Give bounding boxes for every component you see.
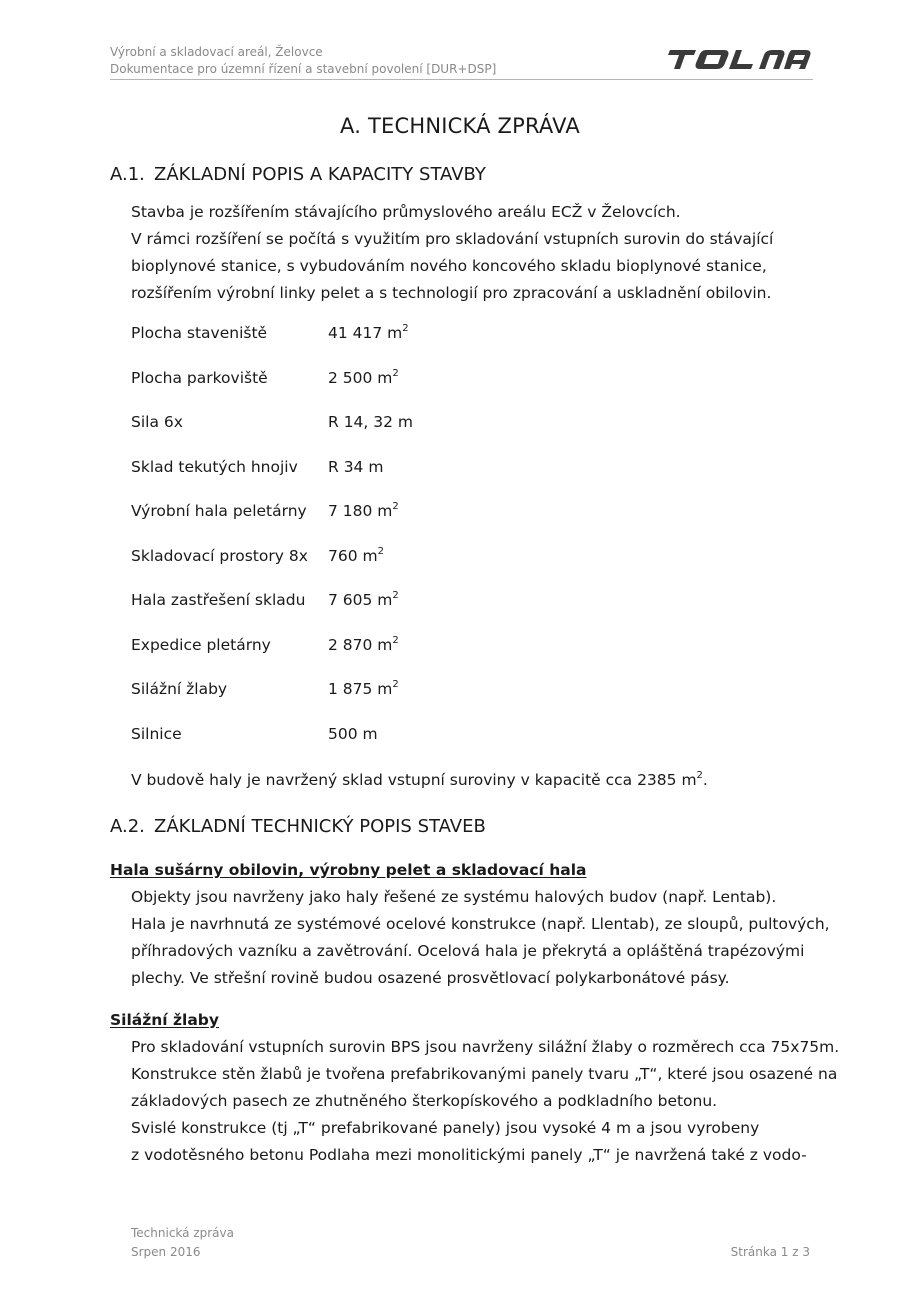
storage-capacity-note: V budově haly je navržený sklad vstupní suroviny v kapacitě cca 2385 $m^2$. — [131, 770, 708, 789]
intro-line: bioplynové stanice, s vybudováním nového koncového skladu bioplynové stanice, — [131, 257, 767, 275]
intro-line: rozšířením výrobní linky pelet a s technologií pro zpracování a uskladnění obilovin. — [131, 284, 772, 302]
capacity-value: 7 605 $m^2$ — [328, 590, 399, 609]
silage-description — [131, 1034, 840, 1169]
intro-line: V rámci rozšíření se počítá s využitím pro skladování vstupních surovin do stávající — [131, 230, 774, 248]
capacity-label: Sila 6x — [131, 413, 183, 431]
capacity-value: 2 870 $m^2$ — [328, 635, 399, 654]
silage-line: Konstrukce stěn žlabů je tvořena prefabrikovanými panely tvaru „T“, které jsou osazené na — [131, 1065, 838, 1083]
silage-line: Svislé konstrukce (tj „T“ prefabrikované panely) jsou vysoké 4 m a jsou vyrobeny — [131, 1119, 760, 1137]
header-divider — [110, 79, 813, 80]
capacity-label: Silážní žlaby — [131, 680, 228, 698]
section-a2-title: ZÁKLADNÍ TECHNICKÝ POPIS STAVEB — [154, 816, 486, 837]
section-a2-heading — [110, 816, 486, 837]
capacity-value: 1 875 $m^2$ — [328, 679, 399, 698]
capacity-value: R 34 m — [328, 458, 384, 476]
capacity-label: Skladovací prostory 8x — [131, 547, 308, 565]
header-project-name: Výrobní a skladovací areál, Želovce — [110, 45, 323, 59]
section-a1-heading — [110, 164, 486, 185]
hall-line: plechy. Ve střešní rovině budou osazené prosvětlovací polykarbonátové pásy. — [131, 969, 730, 987]
subheading-hall: Hala sušárny obilovin, výrobny pelet a skladovací hala — [110, 861, 587, 879]
intro-line: Stavba je rozšířením stávajícího průmyslového areálu ECŽ v Želovcích. — [131, 203, 681, 221]
capacity-label: Sklad tekutých hnojiv — [131, 458, 298, 476]
section-a2-number: A.2. — [110, 816, 145, 837]
capacity-label: Plocha staveniště — [131, 324, 268, 342]
hall-line: příhradových vazníku a zavětrování. Ocelová hala je překrytá a opláštěná trapézovými — [131, 942, 805, 960]
capacity-label: Hala zastřešení skladu — [131, 591, 306, 609]
header-document-type: Dokumentace pro územní řízení a stavební povolení [DUR+DSP] — [110, 62, 497, 76]
capacity-value: 2 500 $m^2$ — [328, 368, 399, 387]
capacity-label: Silnice — [131, 725, 182, 743]
silage-line: základových pasech ze zhutněného šterkopískového a podkladního betonu. — [131, 1092, 718, 1110]
section-a1-title: ZÁKLADNÍ POPIS A KAPACITY STAVBY — [154, 164, 486, 185]
hall-line: Objekty jsou navrženy jako haly řešené ze systému halových budov (např. Lentab). — [131, 888, 777, 906]
hall-description — [131, 884, 830, 992]
hall-line: Hala je navrhnutá ze systémové ocelové konstrukce (např. Llentab), ze sloupů, pultových, — [131, 915, 830, 933]
footer-document-name: Technická zpráva — [131, 1226, 234, 1240]
capacity-value: 41 417 $m^2$ — [328, 323, 409, 342]
section-a1-number: A.1. — [110, 164, 145, 185]
footer-date: Srpen 2016 — [131, 1245, 201, 1259]
capacity-value: R 14, 32 m — [328, 413, 414, 431]
silage-line: Pro skladování vstupních surovin BPS jsou navrženy silážní žlaby o rozměrech cca 75x75m. — [131, 1038, 840, 1056]
tolna-logo — [666, 44, 811, 72]
footer-page-number: Stránka 1 z 3 — [730, 1245, 810, 1259]
capacity-value: 760 $m^2$ — [328, 546, 384, 565]
capacity-label: Výrobní hala peletárny — [131, 502, 307, 520]
subheading-silage: Silážní žlaby — [110, 1011, 220, 1029]
section-a1-intro — [131, 199, 811, 307]
capacity-label: Plocha parkoviště — [131, 369, 268, 387]
capacity-value: 500 m — [328, 725, 378, 743]
document-title: A. TECHNICKÁ ZPRÁVA — [340, 114, 580, 138]
capacity-value: 7 180 $m^2$ — [328, 501, 399, 520]
silage-line: z vodotěsného betonu Podlaha mezi monolitickými panely „T“ je navržená také z vodo- — [131, 1146, 807, 1164]
capacity-label: Expedice pletárny — [131, 636, 271, 654]
